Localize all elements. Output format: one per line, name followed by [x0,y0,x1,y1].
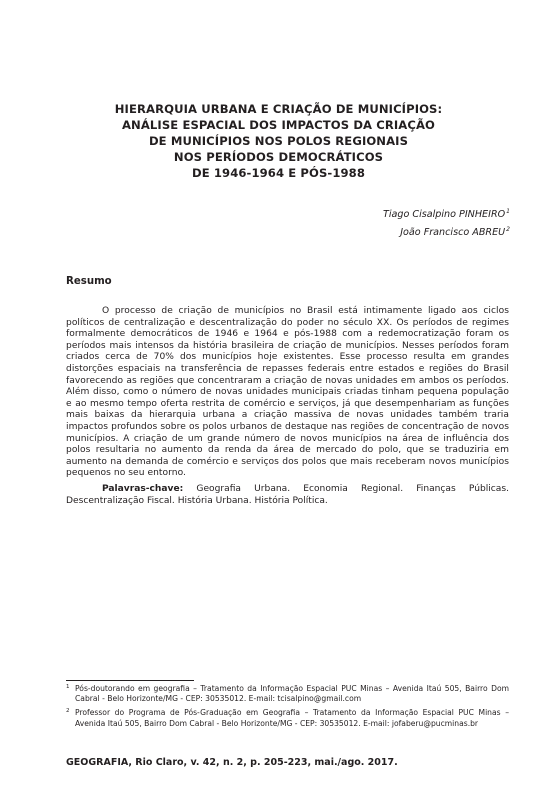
keywords-text: Geografia Urbana. Economia Regional. Finanças Públicas. Descentralização Fiscal. História Urbana. História Política. [66,484,509,506]
title-line: ANÁLISE ESPACIAL DOS IMPACTOS DA CRIAÇÃO [121,118,436,132]
author-list [383,204,510,240]
title-line: DE MUNICÍPIOS NOS POLOS REGIONAIS [148,134,409,148]
keywords-label: Palavras-chave: [102,484,184,494]
footnote-text: Pós-doutorando em geografia – Tratamento da Informação Espacial PUC Minas – Avenida Itaú 505, Bairro Dom Cabral - Belo Horizonte/MG - CEP: 30535012. E-mail: tcisalpino@gmail.com [75,684,509,704]
footnote-marker: 1 [66,684,70,690]
abstract-body: O processo de criação de municípios no Brasil está intimamente ligado aos ciclos políticos de centralização e descentralização do poder no século XX. Os períodos de regimes formalmente democráticos de 1946 e 1964 e pós-1988 com a redemocratização foram os períodos mais intensos da história brasileira de criação de municípios. Nesses períodos foram criados cerca de 70% dos municípios hoje existentes. Esse processo resulta em grandes distorções espaciais na transferência de repasses federais entre estados e regiões do Brasil favorecendo as regiões que concentraram a criação de novas unidades em ambos os períodos. Além disso, como o número de novas unidades municipais criadas tinham pequena população e ao mesmo tempo oferta restrita de comércio e serviços, já que desempenhariam as funções mais baixas da hierarquia urbana a criação massiva de novas unidades também traria impactos profundos sobre os polos urbanos de destaque nas regiões de concentração de novos municípios. A criação de um grande número de novos municípios na área de influência dos polos resultaria no aumento da renda da área de mercado do polo, que se traduziria em aumento na demanda de comércio e serviços dos polos que mais receberam novos municípios pequenos no seu entorno. [66,306,509,479]
title-line: HIERARQUIA URBANA E CRIAÇÃO DE MUNICÍPIOS: [114,102,443,116]
footnote [66,708,509,728]
footnotes [66,684,509,733]
journal-citation: GEOGRAFIA, Rio Claro, v. 42, n. 2, p. 205-223, mai./ago. 2017. [66,757,398,768]
footnote-text: Professor do Programa de Pós-Graduação em Geografia – Tratamento da Informação Espacial PUC Minas – Avenida Itaú 505, Bairro Dom Cabral - Belo Horizonte/MG - CEP: 30535012. E-mail: jofaberu@pucminas.br [75,708,509,728]
abstract-heading: Resumo [66,276,112,287]
author-name: João Francisco ABREU [400,227,506,238]
footnote-marker: 2 [506,226,510,233]
footnote-divider [66,680,194,681]
footnote-marker: 2 [66,708,70,715]
title-line: NOS PERÍODOS DEMOCRÁTICOS [173,150,384,164]
footnote [66,684,509,704]
author [383,204,510,222]
author [383,222,510,240]
author-name: Tiago Cisalpino PINHEIRO [382,209,506,220]
keywords [66,483,509,507]
paper-title [60,101,497,181]
title-line: DE 1946-1964 E PÓS-1988 [191,166,365,180]
footnote-marker: 1 [506,208,510,215]
